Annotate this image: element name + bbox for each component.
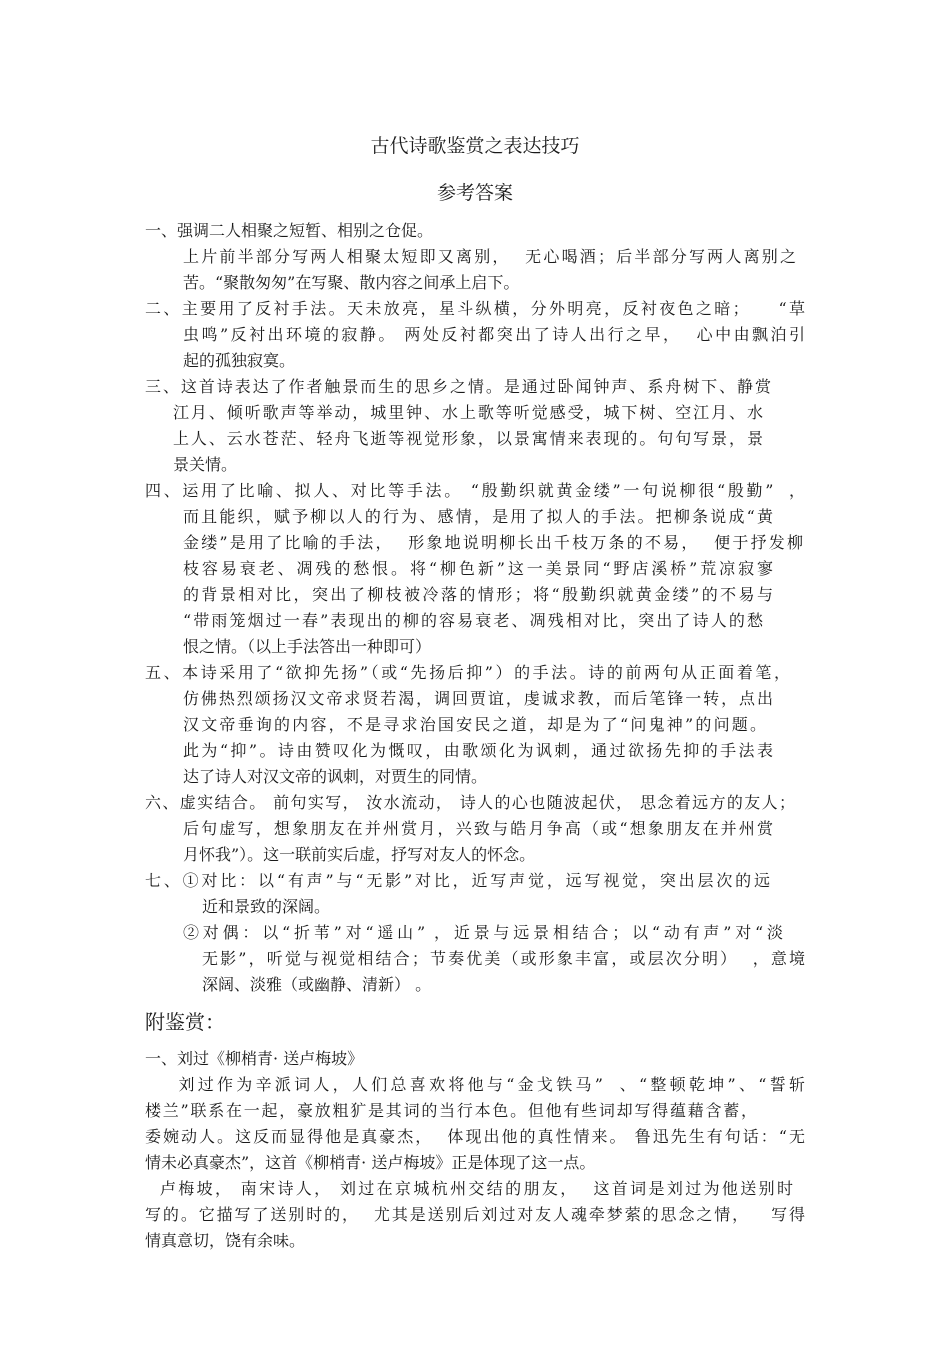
answer-7-line: 七、①对比：以“有声”与“无影”对比，近写声觉，远写视觉，突出层次的远 (145, 871, 770, 890)
appendix-heading: 附鉴赏： (145, 1010, 225, 1034)
appendix-paragraph-line: 情真意切，饶有余味。 (145, 1231, 306, 1250)
answer-5-line: 五、本诗采用了“欲抑先扬”（或“先扬后抑”）的手法。诗的前两句从正面着笔， (145, 663, 790, 682)
answer-1-heading: 一、强调二人相聚之短暂、相别之仓促。 (145, 221, 434, 240)
appendix-paragraph-line: 刘过作为辛派词人，人们总喜欢将他与“金戈铁马” 、“整顿乾坤”、“誓斩 (145, 1075, 805, 1094)
appendix-paragraph-line: 写的。它描写了送别时的， 尤其是送别后刘过对友人魂牵梦萦的思念之情， 写得 (145, 1205, 805, 1224)
answer-7-line: ②对偶：以“折苇”对“遥山” ，近景与远景相结合；以“动有声”对“淡 (183, 923, 783, 942)
appendix-paragraph-line: 情未必真豪杰”，这首《柳梢青· 送卢梅坡》正是体现了这一点。 (145, 1153, 596, 1172)
answer-4-line: “带雨笼烟过一春”表现出的柳的容易衰老、凋残相对比，突出了诗人的愁 (183, 611, 763, 630)
appendix-paragraph-line: 楼兰”联系在一起，豪放粗犷是其词的当行本色。但他有些词却写得蕴藉含蓄， (145, 1101, 757, 1120)
appendix-paragraph-line: 委婉动人。这反而显得他是真豪杰， 体现出他的真性情来。 鲁迅先生有句话：“无 (145, 1127, 805, 1146)
answer-4-line: 而且能织，赋予柳以人的行为、感情，是用了拟人的手法。把柳条说成“黄 (183, 507, 773, 526)
answer-2-line: 二、主要用了反衬手法。天未放亮，星斗纵横，分外明亮，反衬夜色之暗； “草 (145, 299, 805, 318)
appendix-item-title: 一、刘过《柳梢青· 送卢梅坡》 (145, 1049, 364, 1068)
document-title: 古代诗歌鉴赏之表达技巧 (370, 135, 580, 157)
answer-3-line: 三、这首诗表达了作者触景而生的思乡之情。是通过卧闻钟声、系舟树下、静赏 (145, 377, 771, 396)
answer-7-line: 无影”，听觉与视觉相结合；节奏优美（或形象丰富，或层次分明） ，意境 (202, 949, 805, 968)
answer-6-line: 六、虚实结合。 前句实写， 汝水流动， 诗人的心也随波起伏， 思念着远方的友人； (145, 793, 795, 812)
answer-4-line: 枝容易衰老、凋残的愁恨。将“柳色新”这一美景同“野店溪桥”荒凉寂寥 (183, 559, 773, 578)
answer-5-line: 此为“抑”。诗由赞叹化为慨叹，由歌颂化为讽刺，通过欲扬先抑的手法表 (183, 741, 773, 760)
document-subtitle: 参考答案 (436, 182, 513, 204)
answer-3-line: 景关情。 (173, 455, 238, 474)
answer-4-line: 四、运用了比喻、拟人、对比等手法。 “殷勤织就黄金缕”一句说柳很“殷勤” ， (145, 481, 805, 500)
answer-1-line: 上片前半部分写两人相聚太短即又离别， 无心喝酒；后半部分写两人离别之 (183, 247, 796, 266)
answer-6-line: 月怀我”）。这一联前实后虚，抒写对友人的怀念。 (183, 845, 536, 864)
answer-2-line: 起的孤独寂寞。 (183, 351, 296, 370)
answer-2-line: 虫鸣”反衬出环境的寂静。 两处反衬都突出了诗人出行之早， 心中由飘泊引 (183, 325, 805, 344)
answer-5-line: 汉文帝垂询的内容，不是寻求治国安民之道，却是为了“问鬼神”的问题。 (183, 715, 766, 734)
answer-7-line: 深阔、淡雅（或幽静、清新） 。 (202, 975, 432, 994)
answer-7-line: 近和景致的深阔。 (202, 897, 331, 916)
appendix-paragraph-line: 卢梅坡， 南宋诗人， 刘过在京城杭州交结的朋友， 这首词是刘过为他送别时 (145, 1179, 793, 1198)
answer-3-line: 江月、倾听歌声等举动，城里钟、水上歌等听觉感受，城下树、空江月、水 (173, 403, 763, 422)
answer-4-line: 金缕”是用了比喻的手法， 形象地说明柳长出千枝万条的不易， 便于抒发柳 (183, 533, 803, 552)
answer-5-line: 仿佛热烈颂扬汉文帝求贤若渴，调回贾谊，虔诚求教，而后笔锋一转，点出 (183, 689, 773, 708)
answer-6-line: 后句虚写，想象朋友在并州赏月，兴致与皓月争高（或“想象朋友在并州赏 (183, 819, 773, 838)
answer-4-line: 的背景相对比，突出了柳枝被冷落的情形；将“殷勤织就黄金缕”的不易与 (183, 585, 773, 604)
answer-1-line: 苦。“聚散匆匆”在写聚、散内容之间承上启下。 (183, 273, 520, 292)
answer-4-line: 恨之情。（以上手法答出一种即可） (183, 637, 432, 656)
answer-3-line: 上人、云水苍茫、轻舟飞逝等视觉形象，以景寓情来表现的。句句写景，景 (173, 429, 763, 448)
answer-5-line: 达了诗人对汉文帝的讽刺，对贾生的同情。 (183, 767, 488, 786)
